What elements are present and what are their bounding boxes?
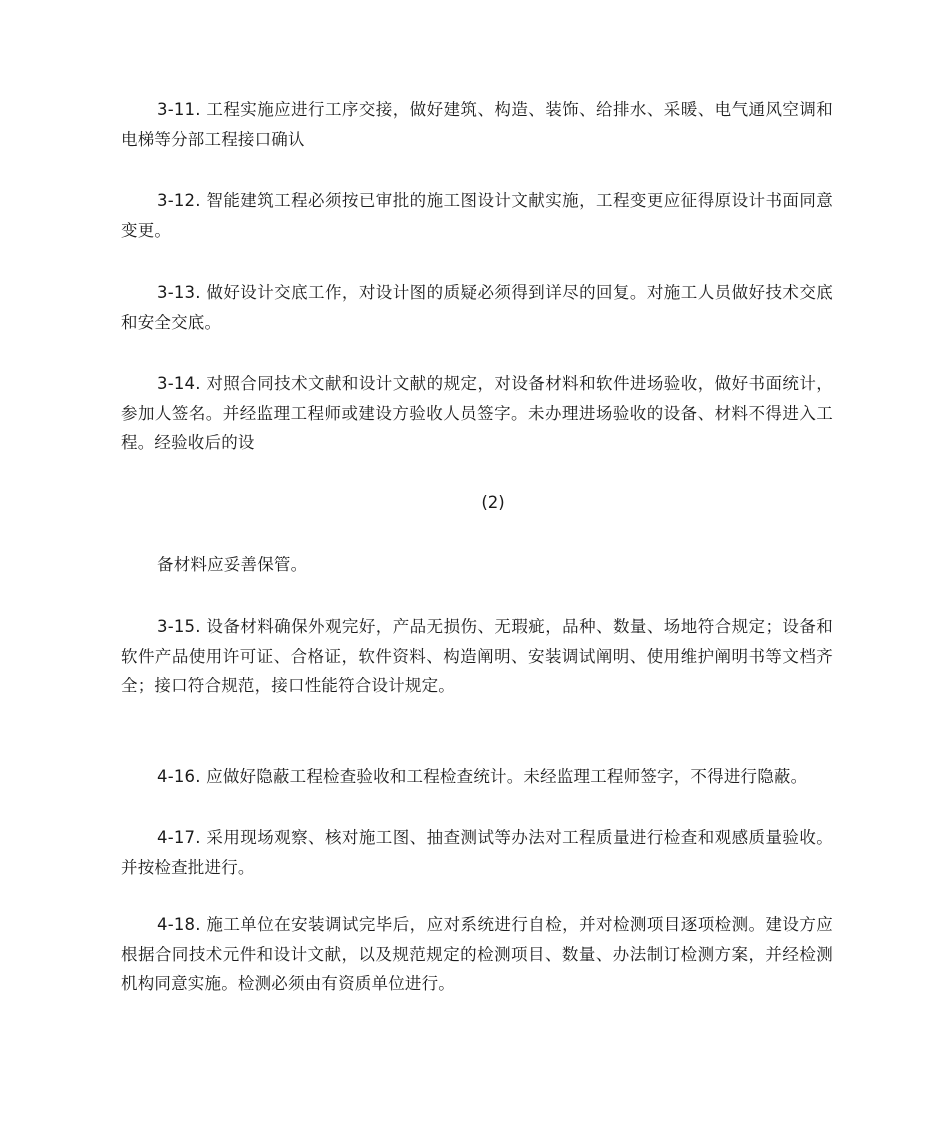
paragraph-4-16: 4-16. 应做好隐蔽工程检查验收和工程检查统计。未经监理工程师签字，不得进行隐蔽。	[157, 767, 808, 786]
paragraph-3-14: 3-14. 对照合同技术文献和设计文献的规定，对设备材料和软件进场验收，做好书面统计，参加人签名。并经监理工程师或建设方验收人员签字。未办理进场验收的设备、材料不得进入工程。经验收后的设	[121, 374, 833, 452]
paragraph-3-12: 3-12. 智能建筑工程必须按已审批的施工图设计文献实施，工程变更应征得原设计书面同意变更。	[121, 191, 833, 240]
paragraph-3-15: 3-15. 设备材料确保外观完好，产品无损伤、无瑕疵，品种、数量、场地符合规定；设备和软件产品使用许可证、合格证，软件资料、构造阐明、安装调试阐明、使用维护阐明书等文档齐全；接口符合规范，接口性能符合设计规定。	[121, 617, 833, 695]
paragraph-3-14-continued: 备材料应妥善保管。	[157, 555, 308, 574]
page-number: (2)	[481, 493, 505, 512]
paragraph-3-11: 3-11. 工程实施应进行工序交接，做好建筑、构造、装饰、给排水、采暖、电气通风空调和电梯等分部工程接口确认	[121, 100, 833, 149]
paragraph-4-18: 4-18. 施工单位在安装调试完毕后，应对系统进行自检，并对检测项目逐项检测。建设方应根据合同技术元件和设计文献，以及规范规定的检测项目、数量、办法制订检测方案，并经检测机构同意实施。检测必须由有资质单位进行。	[121, 915, 833, 993]
paragraph-4-17: 4-17. 采用现场观察、核对施工图、抽查测试等办法对工程质量进行检查和观感质量验收。并按检查批进行。	[121, 828, 833, 877]
paragraph-3-13: 3-13. 做好设计交底工作，对设计图的质疑必须得到详尽的回复。对施工人员做好技术交底和安全交底。	[121, 283, 833, 332]
